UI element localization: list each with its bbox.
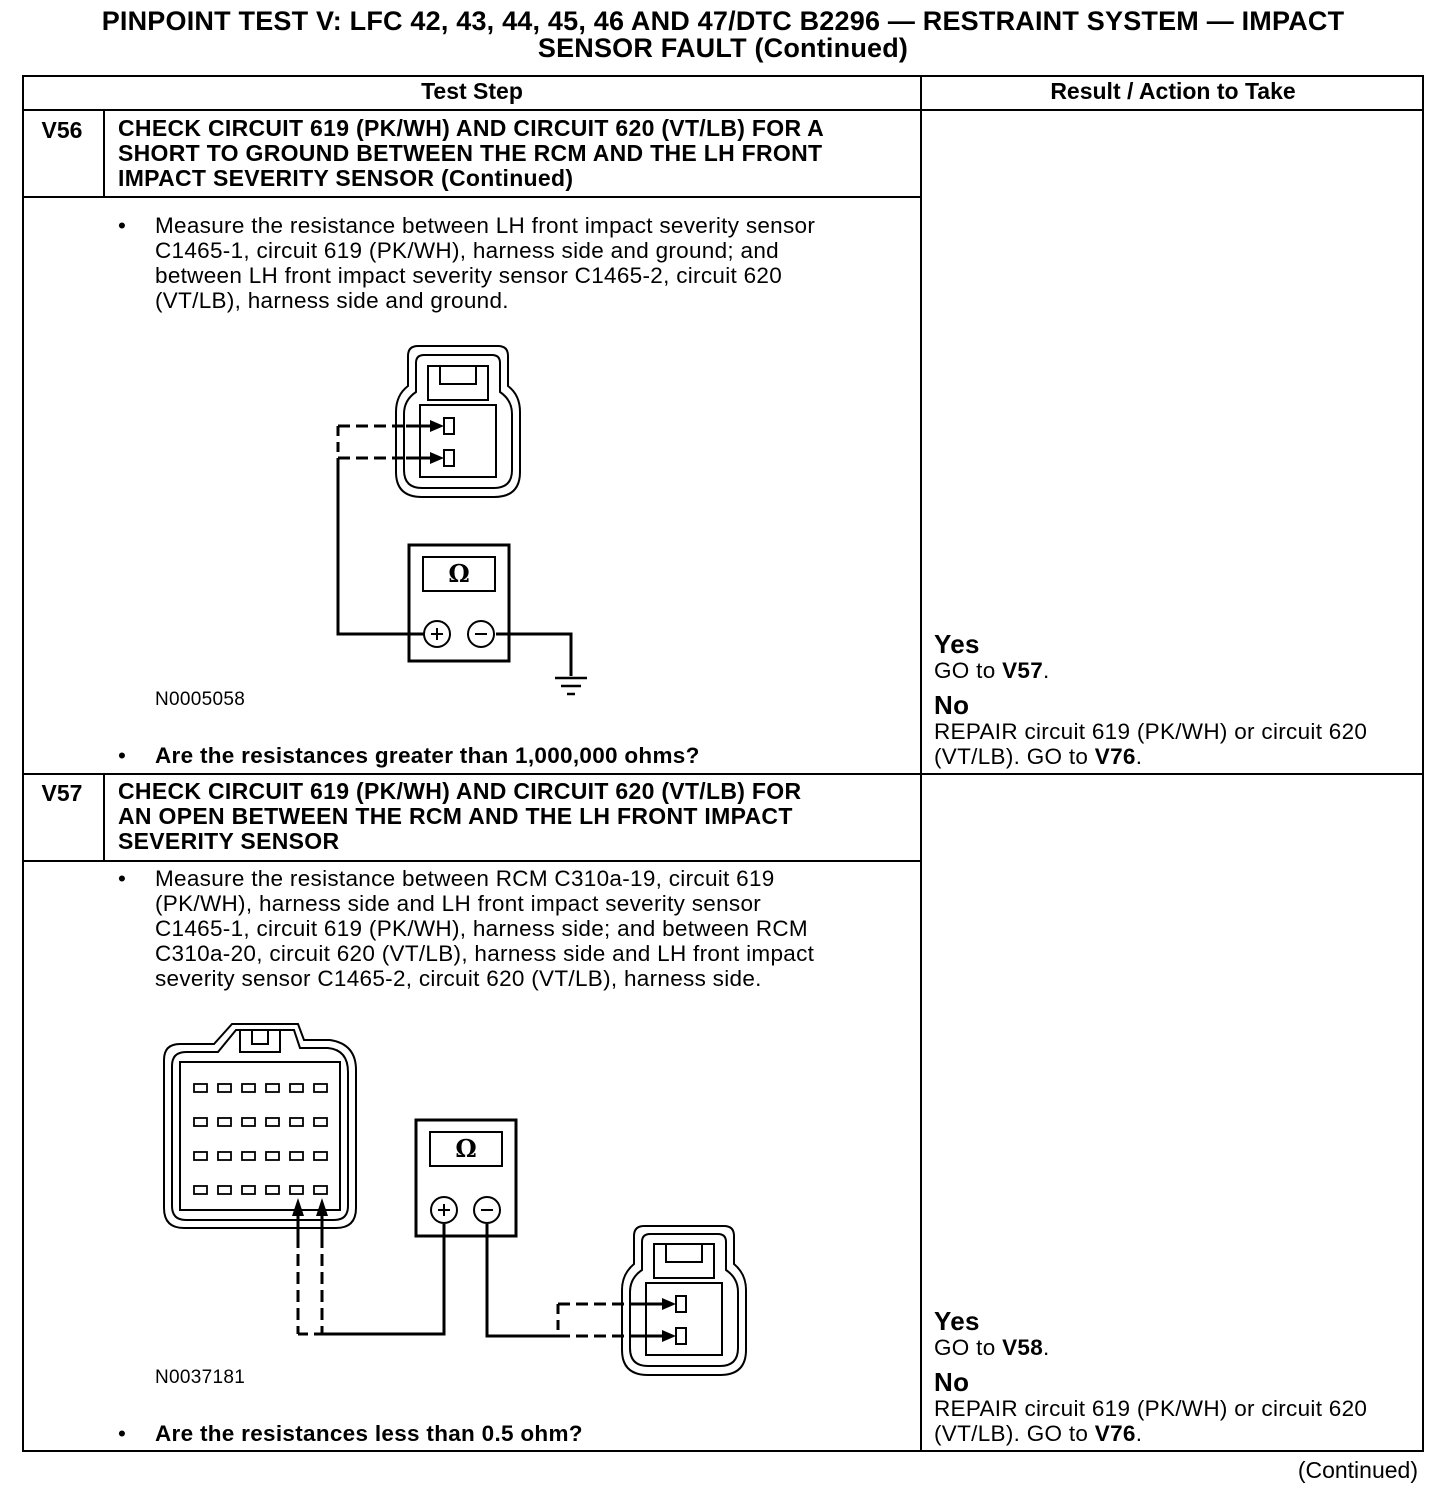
yes-action-text: GO to: [934, 658, 1003, 683]
yes-label: Yes: [934, 629, 980, 659]
period: .: [1135, 1421, 1143, 1446]
step-title-line: CHECK CIRCUIT 619 (PK/WH) AND CIRCUIT 620 (VT/LB) FOR: [118, 778, 802, 804]
no-action-line-2: (VT/LB). GO to: [934, 1421, 1095, 1446]
yes-action: [934, 1335, 1367, 1360]
period: .: [1043, 658, 1050, 683]
no-action-line-1: REPAIR circuit 619 (PK/WH) or circuit 620: [934, 719, 1368, 744]
figure-id-v57: N0037181: [155, 1367, 246, 1388]
yes-target: V57: [1002, 658, 1044, 683]
bullet-mark: •: [118, 866, 127, 891]
bullet-mark: •: [118, 213, 127, 238]
period: .: [1043, 1335, 1050, 1360]
result-v57: [934, 1307, 1367, 1446]
step-title-line: CHECK CIRCUIT 619 (PK/WH) AND CIRCUIT 620 (VT/LB) FOR A: [118, 115, 825, 141]
instruction-line: C1465-1, circuit 619 (PK/WH), harness side; and between RCM: [155, 916, 808, 941]
bullet-mark: •: [118, 1421, 127, 1446]
step-title-line: AN OPEN BETWEEN THE RCM AND THE LH FRONT IMPACT: [118, 803, 793, 829]
instruction-line: C1465-1, circuit 619 (PK/WH), harness side and ground; and: [155, 238, 779, 263]
no-label: No: [934, 690, 970, 720]
column-header-test-step: Test Step: [421, 78, 523, 104]
ohmmeter-symbol: Ω: [455, 1134, 477, 1163]
column-header-result: Result / Action to Take: [1050, 78, 1296, 104]
no-target: V76: [1094, 1421, 1136, 1446]
instruction-line: between LH front impact severity sensor C1465-2, circuit 620: [155, 263, 783, 288]
step-id-v56: V56: [41, 117, 83, 143]
period: .: [1135, 744, 1143, 769]
no-action-line-2: (VT/LB). GO to: [934, 744, 1095, 769]
instruction-line: (VT/LB), harness side and ground.: [155, 288, 509, 313]
step-title-line: IMPACT SEVERITY SENSOR (Continued): [118, 165, 574, 191]
instruction-line: C310a-20, circuit 620 (VT/LB), harness side and LH front impact: [155, 941, 815, 966]
page-title-line-2: SENSOR FAULT (Continued): [537, 33, 909, 63]
page-title-line-1: PINPOINT TEST V: LFC 42, 43, 44, 45, 46 AND 47/DTC B2296 — RESTRAINT SYSTEM — IMPACT: [101, 6, 1345, 36]
question-v57: [118, 1421, 583, 1447]
question-text: Are the resistances greater than 1,000,000 ohms?: [155, 743, 700, 768]
instruction-line: Measure the resistance between LH front impact severity sensor: [155, 213, 816, 238]
bullet-mark: •: [118, 743, 127, 768]
no-action: [934, 1396, 1367, 1446]
yes-target: V58: [1002, 1335, 1044, 1360]
ohmmeter-symbol: Ω: [448, 559, 470, 588]
step-title-line: SEVERITY SENSOR: [118, 828, 340, 854]
continued-note: (Continued): [1297, 1457, 1418, 1483]
yes-action-text: GO to: [934, 1335, 1003, 1360]
question-text: Are the resistances less than 0.5 ohm?: [155, 1421, 583, 1446]
step-title-line: SHORT TO GROUND BETWEEN THE RCM AND THE LH FRONT: [118, 140, 823, 166]
instruction-line: (PK/WH), harness side and LH front impact severity sensor: [155, 891, 762, 916]
no-label: No: [934, 1367, 970, 1397]
step-id-v57: V57: [41, 780, 83, 806]
no-action-line-1: REPAIR circuit 619 (PK/WH) or circuit 620: [934, 1396, 1368, 1421]
sensor-connector-outline: [622, 1226, 746, 1375]
rcm-pin-grid: [194, 1084, 327, 1194]
figure-id-v56: N0005058: [155, 689, 246, 710]
instruction-line: Measure the resistance between RCM C310a-19, circuit 619: [155, 866, 775, 891]
instruction-line: severity sensor C1465-2, circuit 620 (VT/LB), harness side.: [155, 966, 762, 991]
no-target: V76: [1094, 744, 1136, 769]
yes-label: Yes: [934, 1306, 980, 1336]
